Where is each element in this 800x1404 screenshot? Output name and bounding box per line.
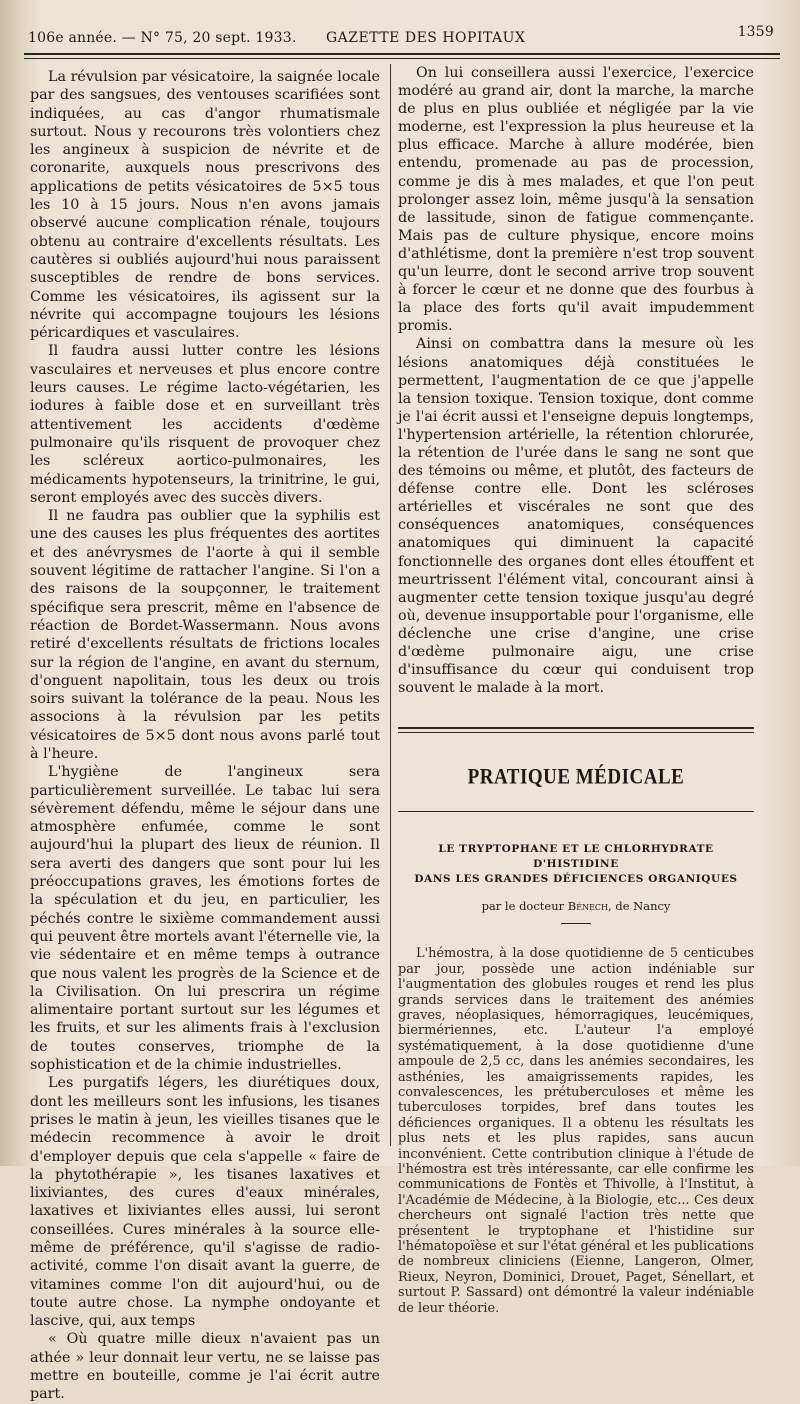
header-rule-thin <box>24 58 780 59</box>
paragraph: L'hygiène de l'angineux sera particulièrement surveillée. Le tabac lui sera sévèrement défendu, même le séjour dans une atmosphère enfumée, comme le sont aujourd'hui la plupart des lieux de réunion. Il sera averti des dangers que sont pour lui les préoccupations graves, les émotions fortes de la spéculation et du jeu, en particulier, les péchés contre le sixième commandement aussi qui peuvent être mortels avant l'éternelle vie, la vie sédentaire et en même temps à outrance que nous valent les progrès de la Science et de la Civilisation. On lui prescrira un régime alimentaire portant surtout sur les légumes et les fruits, et sur les aliments frais à l'exclusion de toutes conserves, triomphe de la sophistication et de la chimie industrielles. <box>30 764 380 1074</box>
byline <box>398 899 754 913</box>
left-column <box>30 68 380 1404</box>
paragraph: Les purgatifs légers, les diurétiques doux, dont les meilleurs sont les infusions, les tisanes prises le matin à jeun, les vieilles tisanes que le médecin recommence à avoir le droit d'employer depuis que cela s'appelle « faire de la phytothérapie », les tisanes laxatives et lixiviantes, des cures d'eaux minérales, laxatives et lixiviantes elles aussi, lui seront conseillées. Cures minérales à la source elle-même de préférence, qu'il s'agisse de radio-activité, comme l'on disait avant la guerre, de vitamines comme l'on dit aujourd'hui, ou de toute autre chose. La nymphe ondoyante et lascive, qui, aux temps <box>30 1075 380 1330</box>
paragraph: Il ne faudra pas oublier que la syphilis est une des causes les plus fréquentes des aortites et des anévrysmes de l'aorte à qui il semble souvent légitime de rattacher l'angine. Si l'on a des raisons de la soupçonner, le traitement spécifique sera prescrit, même en l'absence de réaction de Bordet-Wassermann. Nous avons retiré d'excellents résultats de frictions locales sur la région de l'angine, en avant du sternum, d'onguent napolitain, tous les deux ou trois soirs suivant la tolérance de la peau. Nous les associons à la révulsion par les petits vésicatoires de 5×5 dont nous avons parlé tout à l'heure. <box>30 508 380 762</box>
right-column <box>398 64 754 1316</box>
journal-title: GAZETTE DES HOPITAUX <box>326 30 526 46</box>
article-continuation <box>398 64 754 697</box>
paragraph: On lui conseillera aussi l'exercice, l'exercice modéré au grand air, dont la marche, la marche de plus en plus oubliée et négligée par la vie moderne, est l'expression la plus heureuse et la plus efficace. Marche à allure modérée, bien entendu, promenade au pas de procession, comme je dis à mes malades, et que l'on peut prolonger assez loin, même jusqu'à la sensation de lassitude, sinon de fatigue commençante. Mais pas de culture physique, encore moins d'athlétisme, dont la première n'est trop souvent qu'un leurre, dont le second arrive trop souvent à forcer le cœur et ne donne que des fourbus à la place des forts qu'il avait impudemment promis. <box>398 65 754 335</box>
article-body <box>398 946 754 1316</box>
section-title-rule <box>398 811 754 812</box>
article-title <box>398 842 754 887</box>
paragraph: La révulsion par vésicatoire, la saignée locale par des sangsues, des ventouses scarifiées sont indiquées, au cas d'angor rhumatismale surtout. Nous y recourons très volontiers chez les angineux à suspicion de névrite et de coronarite, auxquels nous prescrivons des applications de petits vésicatoires de 5×5 tous les 10 à 15 jours. Nous n'en avons jamais observé aucune complication rénale, toujours obtenu au contraire d'excellents résultats. Les cautères si oubliés aujourd'hui nous paraissent susceptibles de rendre de bons services. Comme les vésicatoires, ils agissent sur la névrite qui accompagne toujours les lésions péricardiques et vasculaires. <box>30 69 380 342</box>
byline-prefix: par le docteur <box>481 899 565 914</box>
paragraph: L'hémostra, à la dose quotidienne de 5 centicubes par jour, possède une action indéniable sur l'augmentation des globules rouges et rend les plus grands services dans le traitement des anémies graves, néoplasiques, hémorragiques, leucémiques, biermériennes, etc. L'auteur l'a employé systématiquement, à la dose quotidienne d'une ampoule de 2,5 cc, dans les anémies secondaires, les asthénies, les amaigrissements rapides, les convalescences, les prétuberculoses et même les tuberculoses torpides, bref dans toutes les déficiences organiques. Il a obtenu les résultats les plus nets et les plus rapides, sans aucun inconvénient. Cette contribution clinique à l'étude de l'hémostra est très intéressante, car elle confirme les communications de Fontès et Thivolle, à l'Institut, à l'Académie de Médecine, à la Biologie, etc... Ces deux chercheurs ont signalé l'action très nette que présentent le tryptophane et l'histidine sur l'hématopoïèse et sur l'état général et les publications de nombreux cliniciens (Eienne, Langeron, Olmer, Rieux, Neyron, Dominici, Drouet, Paget, Sénellart, et surtout P. Sassard) ont démontré la valeur indéniable de leur théorie. <box>398 946 754 1316</box>
header-rule <box>24 53 780 55</box>
running-head <box>28 24 778 48</box>
column-divider <box>390 64 391 1146</box>
paragraph: Il faudra aussi lutter contre les lésions vasculaires et nerveuses et plus encore contre leurs causes. Le régime lacto-végétarien, les iodures à faible dose et en surveillant très attentivement les accidents d'œdème pulmonaire qu'ils risquent de provoquer chez les scléreux aortico-pulmonaires, les médicaments hypotenseurs, la trinitrine, le gui, seront employés avec des succès divers. <box>30 343 380 506</box>
article-title-line: DANS LES GRANDES DÉFICIENCES ORGANIQUES <box>414 873 738 886</box>
issue-info: 106e année. — N° 75, 20 sept. 1933. <box>28 30 297 46</box>
article-title-line: LE TRYPTOPHANE ET LE CHLORHYDRATE D'HISTIDINE <box>438 843 714 871</box>
author-name: Bénech <box>567 899 609 914</box>
byline-suffix: , de Nancy <box>608 899 671 914</box>
section-separator <box>398 727 754 733</box>
page-number: 1359 <box>737 24 774 40</box>
byline-rule <box>561 923 591 924</box>
verse-quote: « Où quatre mille dieux n'avaient pas un athée » leur donnait leur vertu, ne se laisse pas mettre en bouteille, comme je l'ai écrit autre part. <box>30 1331 380 1403</box>
section-title: PRATIQUE MÉDICALE <box>467 765 685 790</box>
paragraph: Ainsi on combattra dans la mesure où les lésions anatomiques déjà constituées le permettent, l'augmentation de ce que j'appelle la tension toxique. Tension toxique, dont comme je l'ai écrit aussi et l'enseigne depuis longtemps, l'hypertension artérielle, la rétention chlorurée, la rétention de l'urée dans le sang ne sont que des témoins ou même, et plutôt, des facteurs de défense contre elle. Dont les scléroses artérielles et viscérales ne sont que des conséquences anatomiques, conséquences anatomiques qui diminuent la capacité fonctionnelle des organes dont elles étouffent et meurtrissent l'élément vital, concourant ainsi à augmenter cette tension toxique jusqu'au degré où, devenue insupportable pour l'organisme, elle déclenche une crise d'angine, une crise d'œdème pulmonaire aigu, une crise d'insuffisance du cœur qui conduisent trop souvent le malade à la mort. <box>398 336 754 697</box>
